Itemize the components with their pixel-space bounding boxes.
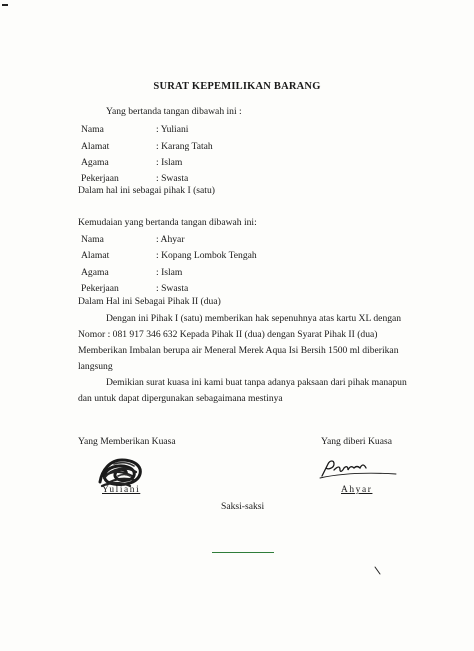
party2-address-label: Alamat bbox=[81, 250, 110, 261]
party1-address-label: Alamat bbox=[81, 141, 110, 152]
party2-religion-value: : Islam bbox=[156, 267, 183, 278]
party2-religion-label: Agama bbox=[81, 267, 109, 278]
body-line-3: Memberikan Imbalan berupa air Meneral Merek Aqua Isi Bersih 1500 ml diberikan bbox=[78, 345, 399, 356]
party1-name-label: Nama bbox=[81, 124, 104, 135]
giver-name: Yuliani bbox=[102, 485, 141, 495]
intro-first-party: Yang bertanda tangan dibawah ini : bbox=[106, 106, 242, 117]
giver-label: Yang Memberikan Kuasa bbox=[78, 436, 176, 447]
body-line-1: Dengan ini Pihak I (satu) memberikan hak sepenuhnya atas kartu XL dengan bbox=[106, 313, 402, 324]
witness-pen-line bbox=[212, 552, 274, 553]
party1-religion-label: Agama bbox=[81, 157, 109, 168]
party1-job-value: : Swasta bbox=[156, 173, 189, 184]
receiver-name: Ahyar bbox=[341, 485, 373, 495]
party1-job-label: Pekerjaan bbox=[81, 173, 119, 184]
intro-second-party: Kemudaian yang bertanda tangan dibawah ini: bbox=[78, 217, 257, 228]
party2-address-value: : Kopang Lombok Tengah bbox=[156, 250, 257, 261]
receiver-signature bbox=[318, 456, 400, 480]
party2-job-value: : Swasta bbox=[156, 283, 189, 294]
corner-mark bbox=[2, 4, 8, 6]
document-title: SURAT KEPEMILIKAN BARANG bbox=[153, 81, 321, 92]
party2-name-value: : Ahyar bbox=[156, 234, 185, 245]
party2-job-label: Pekerjaan bbox=[81, 283, 119, 294]
party1-address-value: : Karang Tatah bbox=[156, 141, 213, 152]
body-line-4: langsung bbox=[78, 361, 113, 372]
party1-religion-value: : Islam bbox=[156, 157, 183, 168]
closing-line-2: dan untuk dapat dipergunakan sebagaimana mestinya bbox=[78, 393, 283, 404]
party2-role: Dalam Hal ini Sebagai Pihak II (dua) bbox=[78, 296, 221, 307]
witness-label: Saksi-saksi bbox=[221, 501, 265, 512]
party1-name-value: : Yuliani bbox=[156, 124, 189, 135]
closing-line-1: Demikian surat kuasa ini kami buat tanpa adanya paksaan dari pihak manapun bbox=[106, 377, 407, 388]
body-line-2: Nomor : 081 917 346 632 Kepada Pihak II (dua) dengan Syarat Pihak II (dua) bbox=[78, 329, 378, 340]
receiver-label: Yang diberi Kuasa bbox=[321, 436, 392, 447]
stray-mark bbox=[374, 566, 382, 576]
party1-role: Dalam hal ini sebagai pihak I (satu) bbox=[78, 185, 215, 196]
party2-name-label: Nama bbox=[81, 234, 104, 245]
